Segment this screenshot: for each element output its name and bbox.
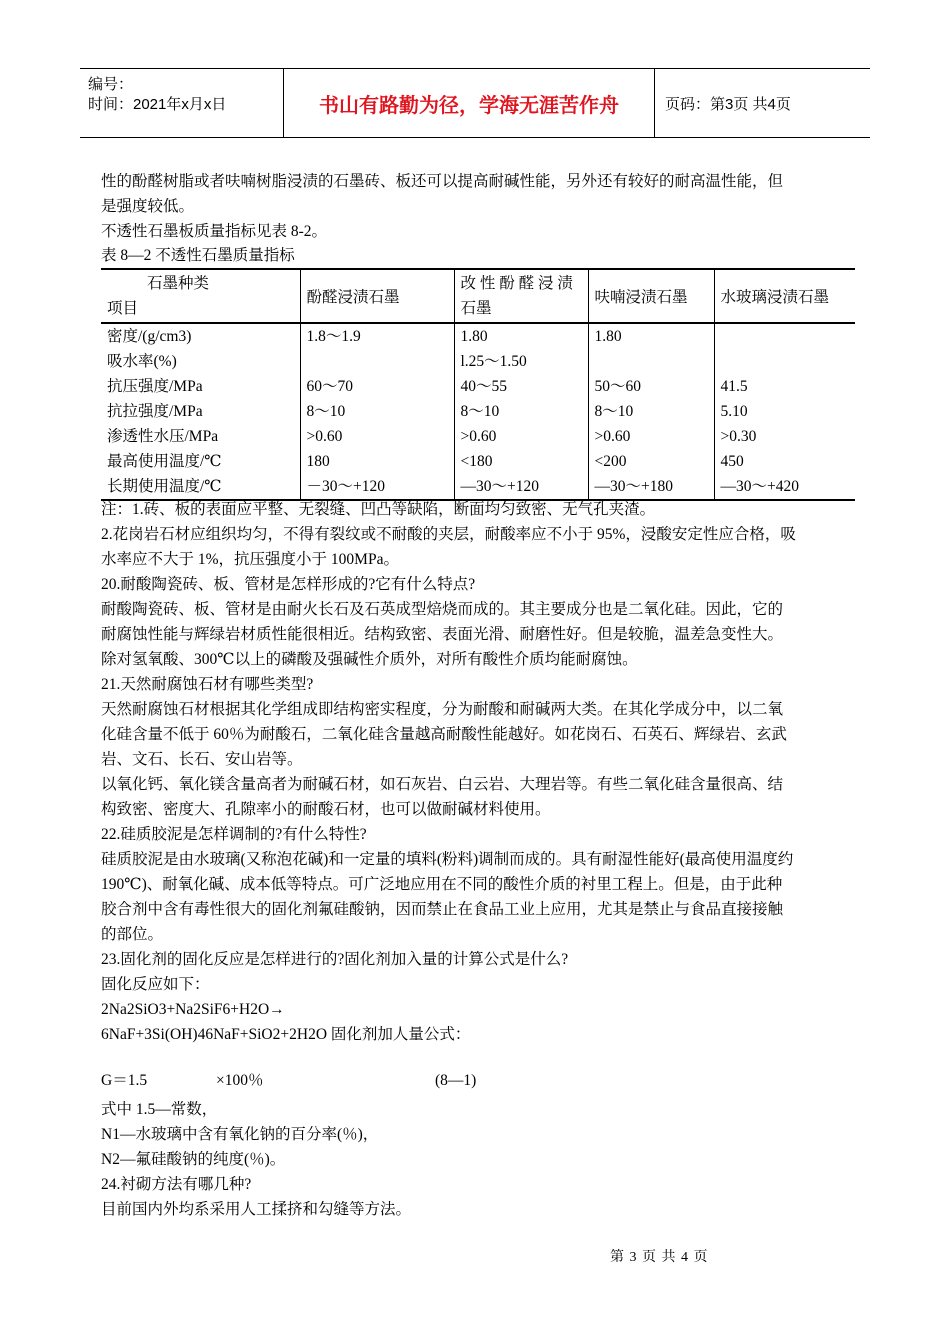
- text-line: 2.花岗岩石材应组织均匀，不得有裂纹或不耐酸的夹层，耐酸率应不小于 95%，浸酸安定性应合格，吸: [101, 526, 796, 543]
- table-cell: 40～55: [454, 374, 588, 399]
- text-line: 耐腐蚀性能与辉绿岩材质性能很相近。结构致密、表面光滑、耐磨性好。但是较脆，温差急变性大。: [101, 626, 784, 643]
- row-label: 抗拉强度/MPa: [107, 403, 203, 420]
- table-cell: —30～+420: [714, 474, 855, 500]
- text-line: 以氧化钙、氧化镁含量高者为耐碱石材，如石灰岩、白云岩、大理岩等。有些二氧化硅含量很高、结: [101, 776, 784, 793]
- quality-table: [101, 268, 855, 501]
- table-cell: <180: [454, 449, 588, 474]
- text-line: 胶合剂中含有毒性很大的固化剂氟硅酸钠，因而禁止在食品工业上应用，尤其是禁止与食品直接接触: [101, 901, 784, 918]
- column-header-line: 改 性 酚 醛 浸 渍: [460, 275, 573, 292]
- row-label: 渗透性水压/MPa: [107, 428, 219, 445]
- intro-line: 是强度较低。: [101, 198, 195, 215]
- text-line: 岩、文石、长石、安山岩等。: [101, 751, 303, 768]
- table-row: [101, 449, 855, 474]
- equation-line: 6NaF+3Si(OH)46NaF+SiO2+2H2O 固化剂加人量公式：: [101, 1026, 471, 1043]
- text-line: 的部位。: [101, 926, 164, 943]
- table-cell: <200: [588, 449, 714, 474]
- header-category: 石墨种类: [147, 275, 210, 292]
- formula-factor: ×100％: [216, 1072, 264, 1089]
- table-cell: 50～60: [588, 374, 714, 399]
- question-heading: 22.硅质胶泥是怎样调制的?有什么特性?: [101, 826, 367, 843]
- table-cell: 60～70: [300, 374, 454, 399]
- formula-number: (8—1): [435, 1072, 477, 1089]
- page-header: [80, 68, 870, 138]
- text-line: 除对氢氧酸、300℃以上的磷酸及强碱性介质外，对所有酸性介质均能耐腐蚀。: [101, 651, 638, 668]
- question-heading: 23.固化剂的固化反应是怎样进行的?固化剂加入量的计算公式是什么?: [101, 951, 569, 968]
- text-line: 190℃)、耐氧化碱、成本低等特点。可广泛地应用在不同的酸性介质的衬里工程上。但是，由于此种: [101, 876, 783, 893]
- text-line: 水率应不大于 1%，抗压强度小于 100MPa。: [101, 551, 399, 568]
- table-row: [101, 374, 855, 399]
- table-cell: l.25～1.50: [454, 349, 588, 374]
- header-corner: [101, 269, 300, 323]
- header-item: 项目: [107, 300, 139, 317]
- table-row: [101, 349, 855, 374]
- text-line: N2—氟硅酸钠的纯度(％)。: [101, 1151, 286, 1168]
- column-header: [454, 269, 588, 323]
- table-cell: >0.60: [454, 424, 588, 449]
- table-cell: [300, 349, 454, 374]
- text-line: 天然耐腐蚀石材根据其化学组成即结构密实程度，分为耐酸和耐碱两大类。在其化学成分中，以二氧: [101, 701, 784, 718]
- table-cell: 5.10: [714, 399, 855, 424]
- text-line: 注：1.砖、板的表面应平整、无裂缝、凹凸等缺陷，断面均匀致密、无气孔夹渣。: [101, 501, 656, 518]
- code-label: 编号：: [88, 76, 134, 93]
- question-heading: 20.耐酸陶瓷砖、板、管材是怎样形成的?它有什么特点?: [101, 576, 476, 593]
- column-header: 酚醛浸渍石墨: [300, 269, 454, 323]
- table-row: [101, 399, 855, 424]
- text-line: 式中 1.5—常数，: [101, 1101, 218, 1118]
- table-cell: －30～+120: [300, 474, 454, 500]
- text-line: 化硅含量不低于 60％为耐酸石，二氧化硅含量越高耐酸性能越好。如花岗石、石英石、辉绿岩、玄武: [101, 726, 787, 743]
- column-header-line: 石墨: [460, 300, 492, 317]
- table-cell: >0.30: [714, 424, 855, 449]
- text-line: 固化反应如下：: [101, 976, 210, 993]
- table-row: [101, 323, 855, 349]
- table-cell: 8～10: [588, 399, 714, 424]
- table-cell: 41.5: [714, 374, 855, 399]
- row-label: 吸水率(%): [107, 353, 177, 370]
- intro-line: 不透性石墨板质量指标见表 8-2。: [101, 223, 328, 240]
- table-cell: 180: [300, 449, 454, 474]
- time-label: 时间：2021年x月x日: [88, 96, 227, 113]
- header-meta: [80, 69, 284, 137]
- question-heading: 21.天然耐腐蚀石材有哪些类型?: [101, 676, 314, 693]
- row-label: 最高使用温度/℃: [107, 453, 222, 470]
- table-cell: 1.8～1.9: [300, 323, 454, 349]
- equation-line: 2Na2SiO3+Na2SiF6+H2O→: [101, 1001, 285, 1018]
- table-cell: >0.60: [300, 424, 454, 449]
- table-caption: 表 8—2 不透性石墨质量指标: [101, 247, 295, 264]
- column-header: 水玻璃浸渍石墨: [714, 269, 855, 323]
- row-label: 密度/(g/cm3): [107, 328, 192, 345]
- table-cell: [714, 323, 855, 349]
- table-cell: 1.80: [454, 323, 588, 349]
- table-cell: [588, 349, 714, 374]
- motto: 书山有路勤为径，学海无涯苦作舟: [284, 69, 655, 137]
- text-line: 目前国内外均系采用人工揉挤和勾缝等方法。: [101, 1201, 412, 1218]
- table-cell: —30～+180: [588, 474, 714, 500]
- table-cell: [714, 349, 855, 374]
- table-cell: —30～+120: [454, 474, 588, 500]
- table-cell: >0.60: [588, 424, 714, 449]
- table-row: [101, 424, 855, 449]
- table-cell: 450: [714, 449, 855, 474]
- text-line: 构致密、密度大、孔隙率小的耐酸石材，也可以做耐碱材料使用。: [101, 801, 551, 818]
- text-line: N1—水玻璃中含有氧化钠的百分率(％)，: [101, 1126, 379, 1143]
- intro-line: 性的酚醛树脂或者呋喃树脂浸渍的石墨砖、板还可以提高耐碱性能，另外还有较好的耐高温性能，但: [101, 173, 784, 190]
- row-label: 长期使用温度/℃: [101, 474, 300, 500]
- formula-lhs: G＝1.5: [101, 1072, 148, 1089]
- page-info: 页码：第3页 共4页: [665, 95, 791, 113]
- row-label: 抗压强度/MPa: [107, 378, 203, 395]
- table-cell: 1.80: [588, 323, 714, 349]
- question-heading: 24.衬砌方法有哪几种?: [101, 1176, 252, 1193]
- table-cell: 8～10: [454, 399, 588, 424]
- column-header: 呋喃浸渍石墨: [588, 269, 714, 323]
- table-header-row: [101, 269, 855, 323]
- text-line: 硅质胶泥是由水玻璃(又称泡花碱)和一定量的填料(粉料)调制而成的。具有耐湿性能好(最高使用温度约: [101, 851, 794, 868]
- page-footer: 第 3 页 共 4 页: [610, 1250, 709, 1265]
- table-cell: 8～10: [300, 399, 454, 424]
- text-line: 耐酸陶瓷砖、板、管材是由耐火长石及石英成型焙烧而成的。其主要成分也是二氧化硅。因此，它的: [101, 601, 784, 618]
